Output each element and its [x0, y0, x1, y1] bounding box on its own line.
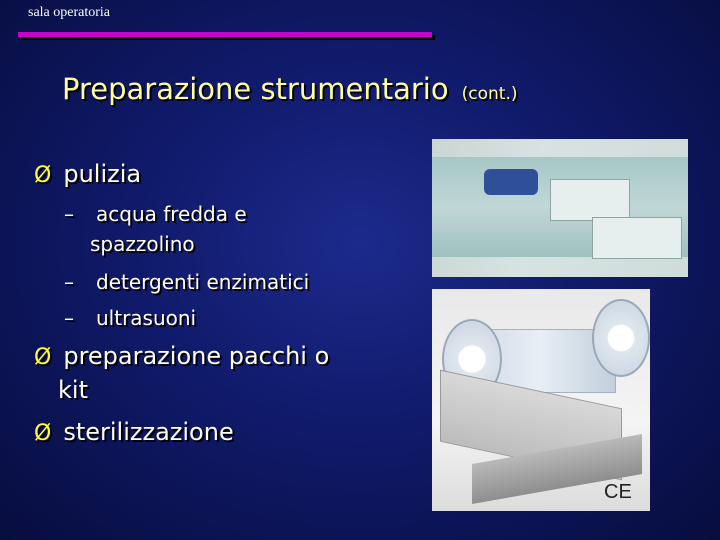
dash-icon: – — [64, 270, 74, 294]
heat-sealer-machine-photo — [432, 289, 650, 511]
dash-icon: – — [64, 202, 74, 226]
bullet-pulizia — [34, 160, 141, 188]
dash-icon: – — [64, 306, 74, 330]
subitem-text: detergenti enzimatici — [96, 270, 310, 294]
title-main: Preparazione strumentario — [62, 72, 449, 106]
subitem-acqua-line2 — [90, 232, 195, 256]
bullet-text-cont: kit — [58, 376, 88, 404]
bullet-arrow-icon: Ø — [34, 163, 52, 188]
subitem-text-cont: spazzolino — [90, 232, 195, 256]
sterilization-pouch-photo — [432, 139, 688, 277]
pouch-logo — [484, 169, 538, 195]
subitem-text: ultrasuoni — [96, 306, 197, 330]
subitem-ultrasuoni — [64, 306, 196, 330]
bullet-arrow-icon: Ø — [34, 421, 52, 446]
bullet-text: preparazione pacchi o — [63, 342, 330, 370]
bullet-text: pulizia — [63, 160, 142, 188]
pouch-label — [592, 217, 682, 259]
subitem-acqua — [64, 202, 247, 226]
header-rule — [18, 32, 432, 37]
bullet-arrow-icon: Ø — [34, 345, 52, 370]
slide-title — [62, 72, 518, 106]
bullet-preparazione-line2 — [58, 376, 88, 404]
roll — [592, 299, 650, 377]
title-cont: (cont.) — [461, 84, 518, 104]
ce-mark: CE — [604, 481, 632, 503]
bullet-sterilizzazione — [34, 418, 234, 446]
subitem-detergenti — [64, 270, 309, 294]
pouch-label — [550, 179, 630, 221]
bullet-text: sterilizzazione — [63, 418, 234, 446]
header-section-label: sala operatoria — [28, 5, 111, 20]
subitem-text: acqua fredda e — [96, 202, 247, 226]
bullet-preparazione — [34, 342, 329, 370]
